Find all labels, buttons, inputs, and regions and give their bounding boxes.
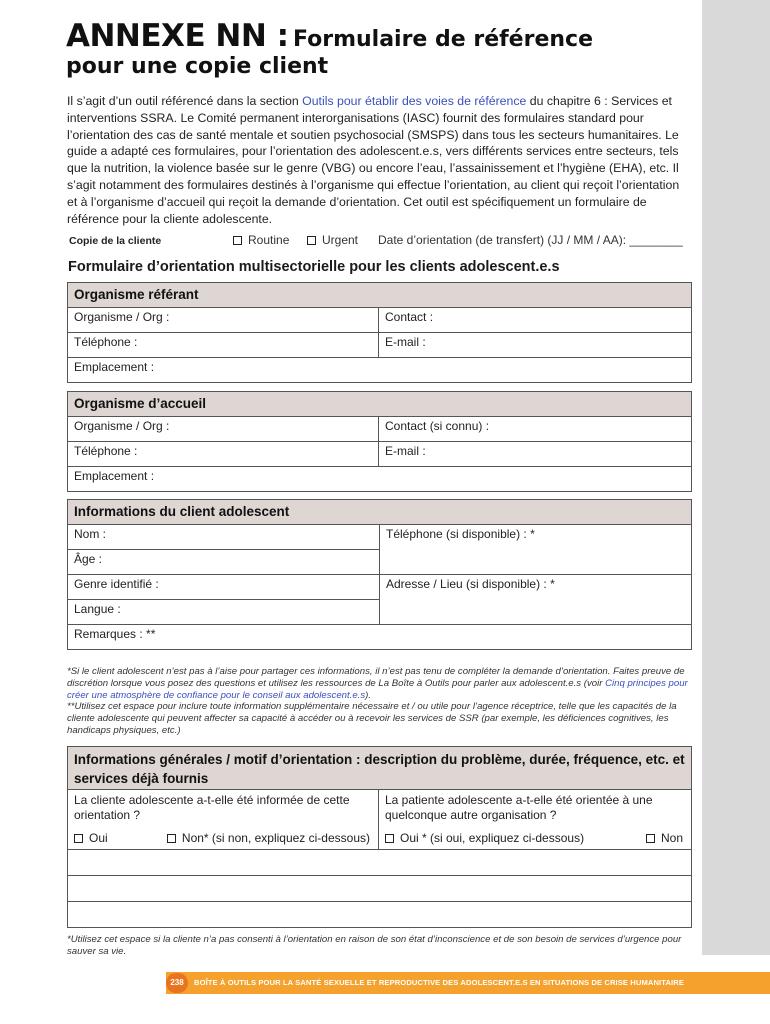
informed-no-checkbox[interactable] [167,831,370,846]
other-referral-question-cell [379,790,692,850]
background-blank-line-3[interactable] [68,902,692,928]
background-blank-line-2[interactable] [68,876,692,902]
receiving-org-field[interactable]: Organisme / Org : [68,417,379,442]
intro-link[interactable]: Outils pour établir des voies de référence [302,94,527,108]
form-title: Formulaire d’orientation multisectorielle pour les clients adolescent.e.s [68,259,560,275]
routine-label: Routine [248,233,290,247]
footnote-privacy-text: *Si le client adolescent n’est pas à l’aise pour partager ces informations, il n’est pas tenu de compléter la demande d’orientation. Faites preuve de discrétion lorsque vous posez des questions et utilisez les ressources de La Boîte à Outils pour parler aux adolescent.e.s (voir [67,666,685,689]
client-header: Informations du client adolescent [68,500,692,525]
receiving-location-field[interactable]: Emplacement : [68,467,692,492]
referring-phone-field[interactable]: Téléphone : [68,333,379,358]
client-info-table [67,499,692,650]
urgent-label: Urgent [322,233,359,247]
receiving-header: Organisme d’accueil [68,392,692,417]
referral-date-field[interactable]: Date d’orientation (de transfert) (JJ / MM / AA): ________ [378,233,683,247]
footnote-privacy [67,666,691,701]
intro-paragraph [67,93,689,227]
title-annex: ANNEXE NN : [66,18,289,54]
title-form-name: Formulaire de référence [292,27,593,52]
page-title-line2: pour une copie client [66,54,329,79]
other-referral-question: La patiente adolescente a-t-elle été orientée à une quelconque autre organisation ? [385,793,653,822]
receiving-organization-table [67,391,692,492]
background-info-table [67,746,692,928]
checkbox-icon [233,236,242,245]
referring-email-field[interactable]: E-mail : [379,333,692,358]
referring-organization-table [67,282,692,383]
client-remarks-field[interactable]: Remarques : ** [68,625,692,650]
referring-location-field[interactable]: Emplacement : [68,358,692,383]
checkbox-icon [646,834,655,843]
footnote-privacy-end: ). [365,689,371,701]
client-language-field[interactable]: Langue : [68,600,380,625]
copy-label: Copie de la cliente [69,235,162,247]
receiving-email-field[interactable]: E-mail : [379,442,692,467]
intro-text-end: du chapitre 6 : Services et interventions SSRA. Le Comité permanent interorganisations (IASC) fournit des formulaires standard pour l’orientation des cas de santé mentale et soutien psychosocial (SMSPS) dans tous les secteurs humanitaires. Le guide a adapté ces formulaires, pour l’orientation des adolescent.e.s, vers différents services entre secteurs, tels que la nutrition, la violence basée sur le genre (VBG) ou encore l’eau, l’assainissement et l’hygiène (EHA), etc. Il s’agit notamment des formulaires destinés à l’organisme qui effectue l’orientation, au client qui reçoit l’orientation et à l’organisme d’accueil qui reçoit la demande d’orientation. Cet outil est spécifiquement un formulaire de référence pour la cliente adolescente. [67,94,680,226]
other-referral-no-checkbox[interactable] [646,831,683,846]
checkbox-icon [74,834,83,843]
background-blank-line-1[interactable] [68,850,692,876]
informed-question-cell [68,790,379,850]
other-referral-yes-label: Oui * (si oui, expliquez ci-dessous) [400,831,585,845]
referring-org-field[interactable]: Organisme / Org : [68,308,379,333]
page-number: 238 [166,973,188,993]
client-gender-field[interactable]: Genre identifié : [68,575,380,600]
footnotes-client [67,666,691,737]
informed-yes-checkbox[interactable] [74,831,108,846]
informed-no-label: Non* (si non, expliquez ci-dessous) [181,831,370,845]
trust-principles-link[interactable]: Cinq principes pour créer une atmosphère de confiance pour le conseil aux adolescent.e.s [67,677,688,701]
informed-question: La cliente adolescente a-t-elle été informée de cette orientation ? [74,793,350,822]
footnote-consent: *Utilisez cet espace si la cliente n’a pas consenti à l’orientation en raison de son état d’inconscience et de son besoin de services d’urgence pour sauver sa vie. [67,934,682,957]
footnote-remarks: **Utilisez cet espace pour inclure toute information supplémentaire nécessaire et / ou utile pour l’agence réceptrice, telle que les capacités de la cliente adolescente qui peuvent affecter sa capacité à accéder ou à recevoir les services de SSR (par exemple, les déficiences cognitives, les handicaps physiques, etc.) [67,701,677,736]
page-side-margin [702,0,770,955]
informed-options [74,831,372,846]
referring-header: Organisme référant [68,283,692,308]
checkbox-icon [385,834,394,843]
other-referral-yes-checkbox[interactable] [385,831,584,846]
other-referral-options [385,831,685,846]
receiving-phone-field[interactable]: Téléphone : [68,442,379,467]
referring-contact-field[interactable]: Contact : [379,308,692,333]
checkbox-icon [307,236,316,245]
other-referral-no-label: Non [661,831,684,845]
intro-text-start: Il s’agit d’un outil référencé dans la section [67,94,303,108]
copy-options-row [67,233,691,251]
client-age-field[interactable]: Âge : [68,550,380,575]
routine-checkbox[interactable] [233,233,289,247]
checkbox-icon [167,834,176,843]
client-address-field[interactable]: Adresse / Lieu (si disponible) : * [380,575,692,625]
background-header: Informations générales / motif d’orientation : description du problème, durée, fréquence, etc. et services déjà fournis [68,747,692,790]
urgent-checkbox[interactable] [307,233,358,247]
client-phone-field[interactable]: Téléphone (si disponible) : * [380,525,692,575]
informed-yes-label: Oui [89,831,108,845]
page-title [66,18,593,54]
receiving-contact-field[interactable]: Contact (si connu) : [379,417,692,442]
footer-title: BOÎTE À OUTILS POUR LA SANTÉ SEXUELLE ET REPRODUCTIVE DES ADOLESCENT.E.S EN SITUATIONS DE CRISE HUMANITAIRE [194,978,684,987]
client-name-field[interactable]: Nom : [68,525,380,550]
